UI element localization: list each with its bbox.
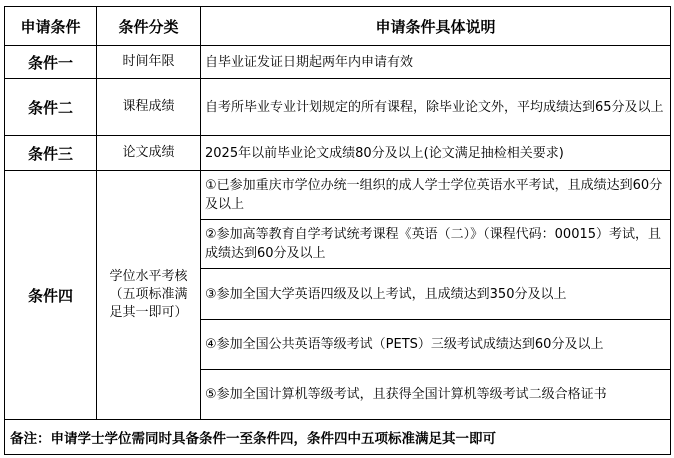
category-text: 学位水平考核（五项标准满足其一即可） — [109, 269, 188, 320]
condition-category — [97, 171, 201, 420]
table-note-row — [5, 420, 671, 455]
table-header-row — [5, 7, 671, 46]
standard-item-4: ④参加全国公共英语等级考试（PETS）三级考试成绩达到60分及以上 — [201, 320, 671, 370]
condition-category: 论文成绩 — [97, 136, 201, 171]
condition-category: 时间年限 — [97, 46, 201, 79]
condition-description: 自毕业证发证日期起两年内申请有效 — [201, 46, 671, 79]
condition-label: 条件四 — [5, 171, 97, 420]
condition-label: 条件三 — [5, 136, 97, 171]
condition-label: 条件一 — [5, 46, 97, 79]
condition-description: 2025年以前毕业论文成绩80分及以上(论文满足抽检相关要求) — [201, 136, 671, 171]
table-row-condition-2 — [5, 79, 671, 136]
table-row-condition-4 — [5, 171, 671, 220]
standard-item-2: ②参加高等教育自学考试统考课程《英语（二）》（课程代码：00015）考试，且成绩达到60分及以上 — [201, 220, 671, 269]
condition-description: 自考所毕业专业计划规定的所有课程，除毕业论文外，平均成绩达到65分及以上 — [201, 79, 671, 136]
application-conditions-table — [4, 6, 671, 455]
header-condition: 申请条件 — [5, 7, 97, 46]
condition-label: 条件二 — [5, 79, 97, 136]
standard-item-1: ①已参加重庆市学位办统一组织的成人学士学位英语水平考试，且成绩达到60分及以上 — [201, 171, 671, 220]
table-row-condition-3 — [5, 136, 671, 171]
header-category: 条件分类 — [97, 7, 201, 46]
note-text: 备注：申请学士学位需同时具备条件一至条件四，条件四中五项标准满足其一即可 — [5, 420, 671, 455]
standard-item-5: ⑤参加全国计算机等级考试，且获得全国计算机等级考试二级合格证书 — [201, 370, 671, 420]
standard-item-3: ③参加全国大学英语四级及以上考试，且成绩达到350分及以上 — [201, 269, 671, 320]
header-description: 申请条件具体说明 — [201, 7, 671, 46]
table-row-condition-1 — [5, 46, 671, 79]
condition-category: 课程成绩 — [97, 79, 201, 136]
